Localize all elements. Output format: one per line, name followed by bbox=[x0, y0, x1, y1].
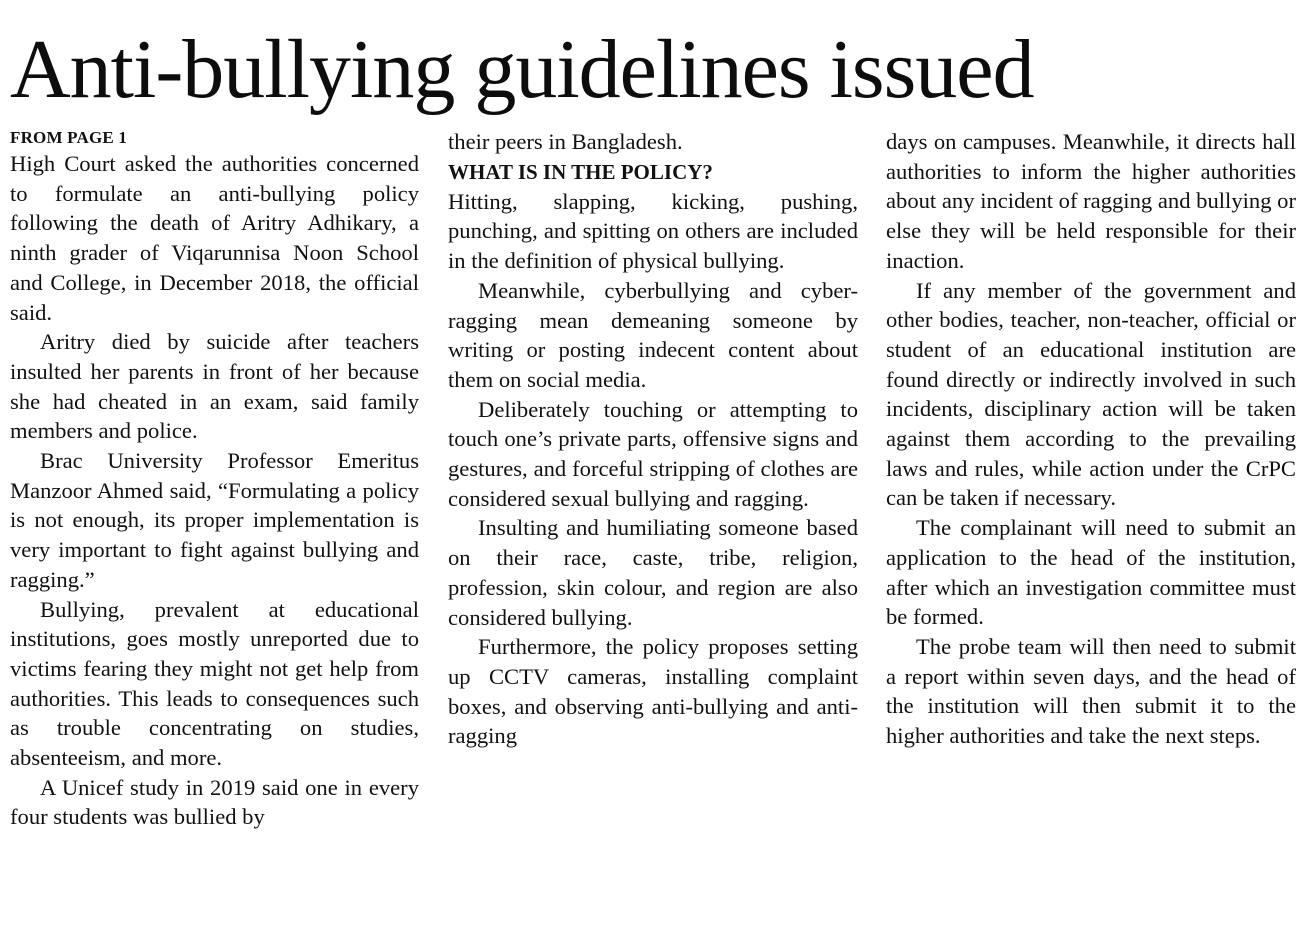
paragraph: Insulting and humiliating someone based on their race, caste, tribe, religion, profession, skin colour, and region are also considered bullying. bbox=[448, 515, 858, 630]
paragraph: The complainant will need to submit an application to the head of the institution, after which an investigation committee must be formed. bbox=[886, 515, 1296, 630]
article-column-3 bbox=[886, 127, 1296, 751]
paragraph: Hitting, slapping, kicking, pushing, punching, and spitting on others are included in the definition of physical bullying. bbox=[448, 188, 858, 274]
article-column-2 bbox=[448, 127, 858, 751]
paragraph: Furthermore, the policy proposes setting up CCTV cameras, installing complaint boxes, and observing anti-bullying and anti-ragging bbox=[448, 634, 858, 749]
paragraph: A Unicef study in 2019 said one in every four students was bullied by bbox=[10, 774, 419, 830]
paragraph: Meanwhile, cyberbullying and cyber-ragging mean demeaning someone by writing or posting indecent content about them on social media. bbox=[448, 277, 858, 392]
paragraph: Brac University Professor Emeritus Manzoor Ahmed said, “Formulating a policy is not enough, its proper implementation is very important to fight against bullying and ragging.” bbox=[10, 448, 419, 592]
paragraph: Aritry died by suicide after teachers insulted her parents in front of her because she had cheated in an exam, said family members and police. bbox=[10, 329, 419, 444]
kicker-from-page-1: FROM PAGE 1 bbox=[10, 128, 128, 147]
article-column-1 bbox=[10, 128, 419, 832]
paragraph: If any member of the government and other bodies, teacher, non-teacher, official or student of an educational institution are found directly or indirectly involved in such incidents, disciplinary action will be taken against them according to the prevailing laws and rules, while action under the CrPC can be taken if necessary. bbox=[886, 277, 1296, 511]
paragraph: Deliberately touching or attempting to touch one’s private parts, offensive signs and gestures, and forceful stripping of clothes are considered sexual bullying and ragging. bbox=[448, 396, 858, 511]
paragraph: The probe team will then need to submit a report within seven days, and the head of the institution will then submit it to the higher authorities and take the next steps. bbox=[886, 633, 1296, 749]
paragraph: Bullying, prevalent at educational institutions, goes mostly unreported due to victims fearing they might not get help from authorities. This leads to consequences such as trouble concentrating on studies, absenteeism, and more. bbox=[10, 596, 419, 771]
paragraph-continuation: days on campuses. Meanwhile, it directs hall authorities to inform the higher authorities about any incident of ragging and bullying or else they will be held responsible for their inaction. bbox=[886, 129, 1296, 273]
headline: Anti-bullying guidelines issued bbox=[10, 23, 1034, 116]
subheading: WHAT IS IN THE POLICY? bbox=[448, 159, 713, 184]
paragraph-continuation: their peers in Bangladesh. bbox=[448, 129, 683, 154]
paragraph: High Court asked the authorities concerned to formulate an anti-bullying policy following the death of Aritry Adhikary, a ninth grader of Viqarunnisa Noon School and College, in December 2018, the official said. bbox=[10, 151, 419, 325]
